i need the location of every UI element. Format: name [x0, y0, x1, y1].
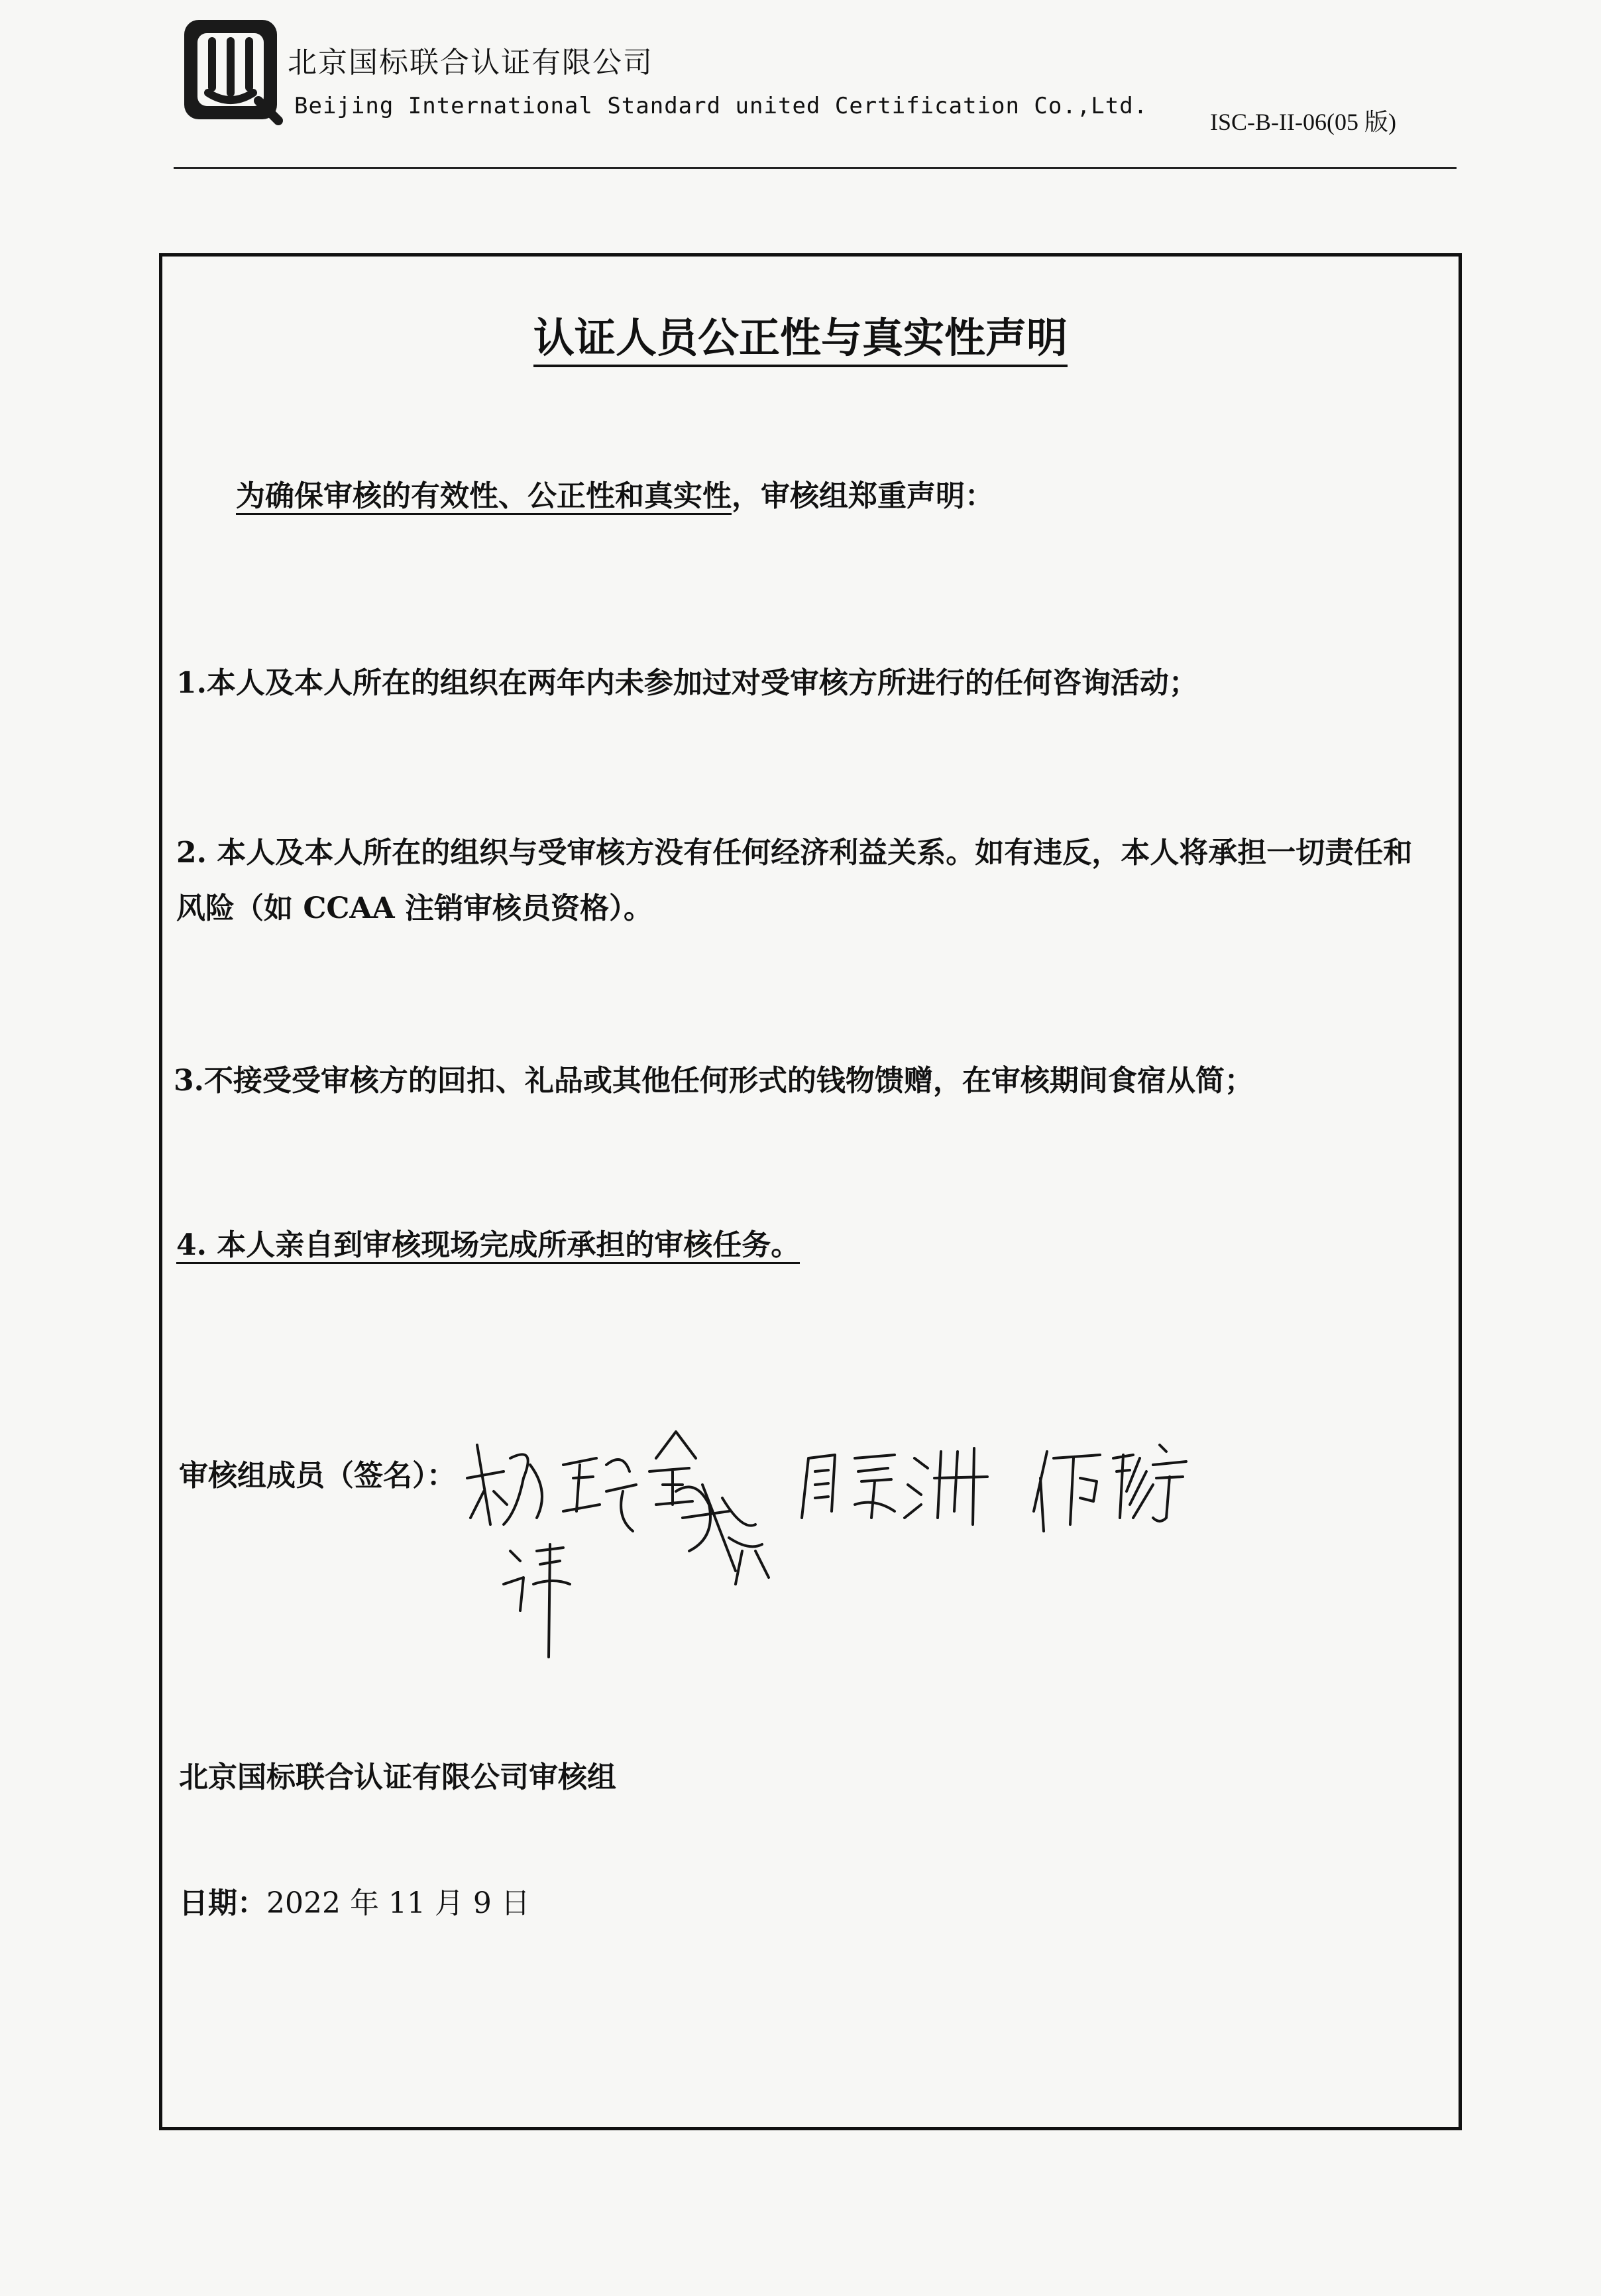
intro-paragraph: 为确保审核的有效性、公正性和真实性，审核组郑重声明： — [236, 472, 994, 514]
date-value: 2022 年 11 月 9 日 — [266, 1886, 530, 1920]
company-logo-icon — [179, 15, 285, 127]
audit-team-organization: 北京国标联合认证有限公司审核组 — [179, 1760, 616, 1794]
declaration-item-4: 4. 本人亲自到审核现场完成所承担的审核任务。 — [176, 1221, 800, 1263]
header-divider — [174, 167, 1457, 169]
company-name-en: Beijing International Standard united Certification Co.,Ltd. — [294, 93, 1148, 119]
date-line — [179, 1879, 530, 1922]
company-name-cn: 北京国标联合认证有限公司 — [288, 46, 653, 80]
handwritten-signatures — [464, 1418, 1193, 1670]
declaration-frame — [159, 253, 1462, 2130]
document-code: ISC-B-II-06(05 版) — [1210, 109, 1396, 135]
date-label: 日期： — [179, 1886, 266, 1920]
declaration-item-2-line-1: 2. 本人及本人所在的组织与受审核方没有任何经济利益关系。如有违反，本人将承担一切责任和 — [176, 836, 1413, 870]
declaration-title: 认证人员公正性与真实性声明 — [0, 305, 1601, 364]
declaration-item-2-line-2: 风险（如 CCAA 注销审核员资格）。 — [176, 891, 653, 925]
declaration-item-3: 3.不接受受审核方的回扣、礼品或其他任何形式的钱物馈赠，在审核期间食宿从简； — [174, 1064, 1254, 1098]
signature-label: 审核组成员（签名）： — [179, 1459, 456, 1493]
declaration-item-1: 1.本人及本人所在的组织在两年内未参加过对受审核方所进行的任何咨询活动； — [176, 666, 1198, 700]
